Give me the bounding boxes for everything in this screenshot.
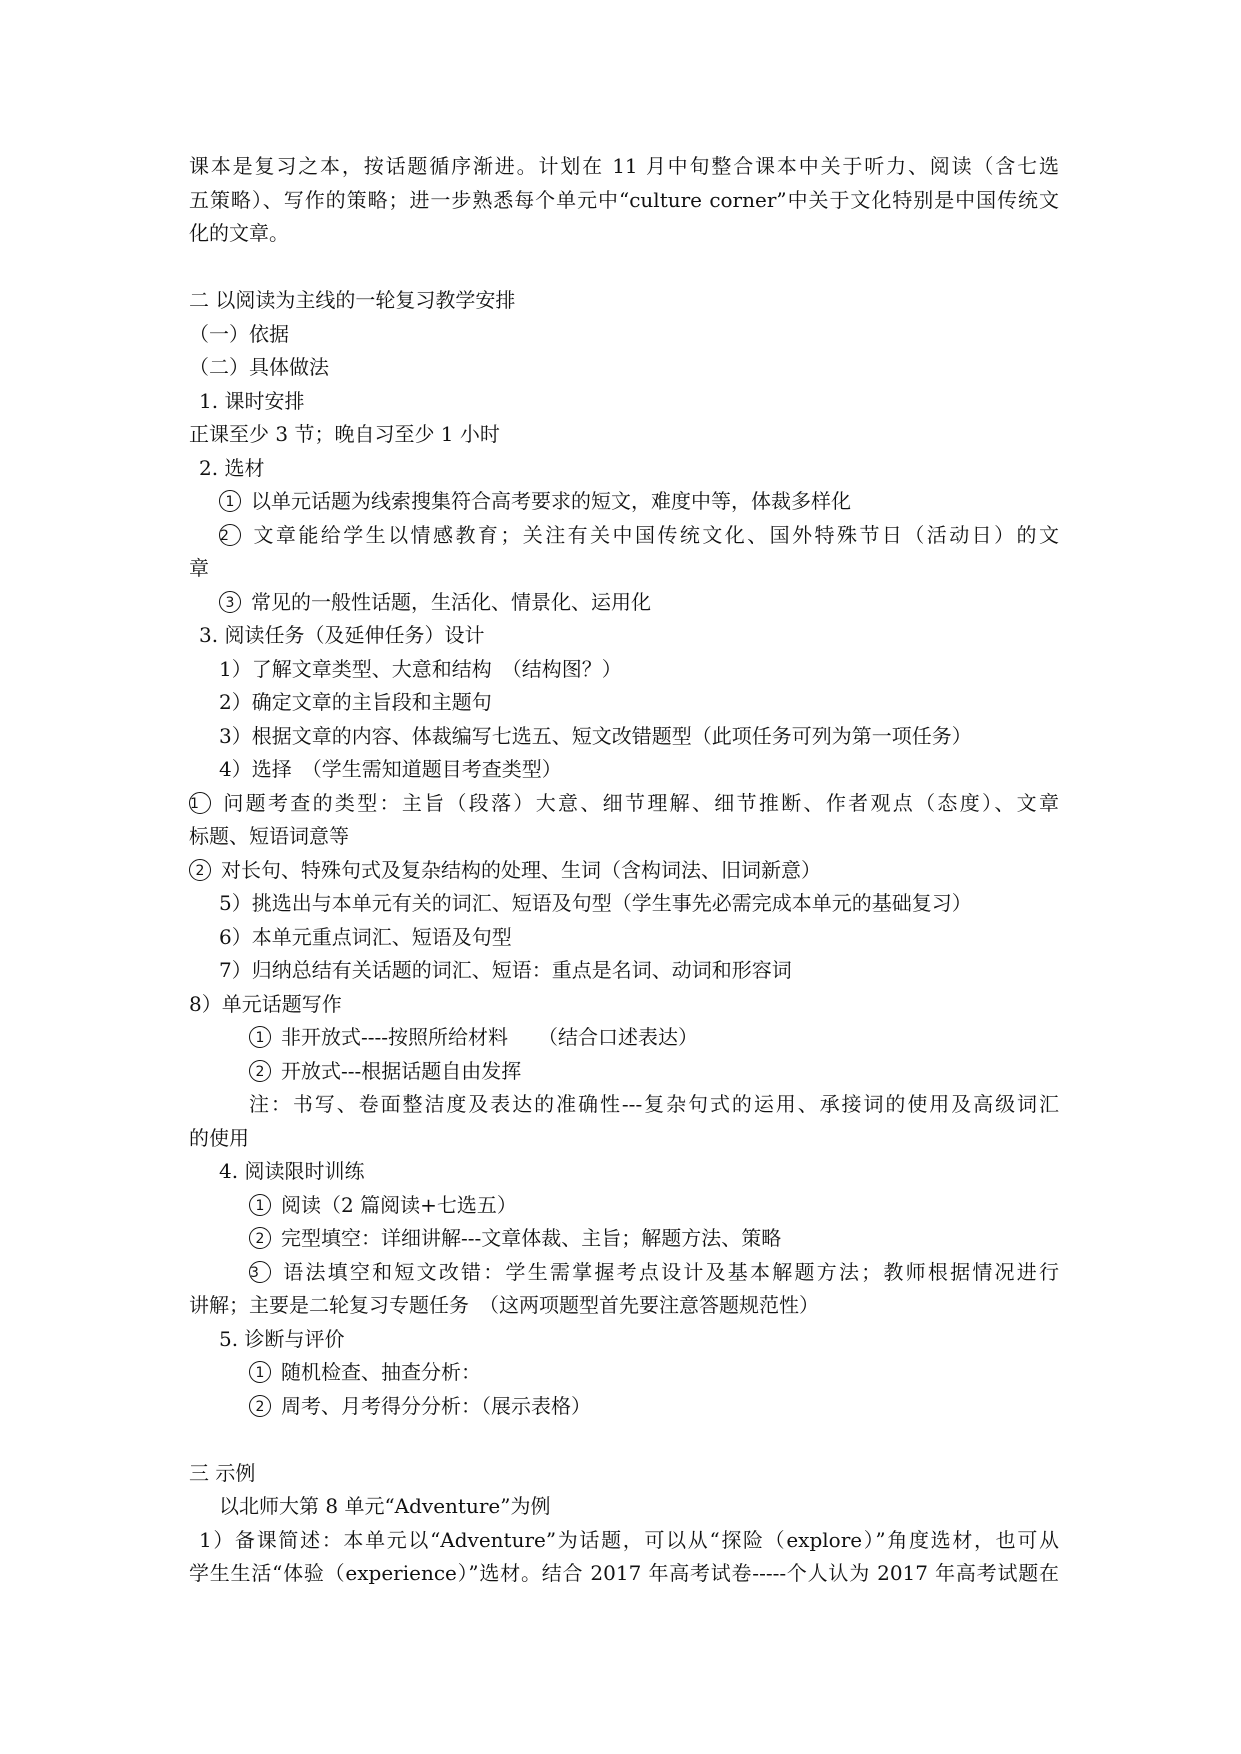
point-text: 问题考查的类型：主旨（段落）大意、细节理解、细节推断、作者观点（态度）、文章 — [221, 790, 1059, 815]
subsection-basis: （一）依据 — [189, 321, 289, 346]
document-page — [189, 150, 1059, 1591]
point-text: 非开放式----按照所给材料 （结合口述表达） — [281, 1025, 699, 1049]
intro-line-1: 课本是复习之本，按话题循序渐进。计划在 11 月中旬整合课本中关于听力、阅读（含七选 — [189, 154, 1059, 178]
item-1-text: 正课至少 3 节；晚自习至少 1 小时 — [189, 422, 500, 446]
material-point-2-cont: 章 — [189, 556, 209, 580]
circled-number: 2 — [249, 1227, 271, 1249]
section-3-title: 三 示例 — [189, 1460, 256, 1485]
task-6: 6）本单元重点词汇、短语及句型 — [219, 924, 512, 949]
point-text: 以单元话题为线索搜集符合高考要求的短文，难度中等，体裁多样化 — [251, 489, 851, 513]
item-1-title: 1. 课时安排 — [199, 388, 305, 413]
circled-number: 1 — [249, 1194, 271, 1216]
circled-number: 3 — [219, 591, 241, 613]
task-4: 4）选择 （学生需知道题目考查类型） — [219, 757, 562, 781]
intro-line-2: 五策略）、写作的策略；进一步熟悉每个单元中“culture corner”中关于文化特别是中国传统文 — [189, 187, 1059, 212]
circled-number: 3 — [249, 1261, 271, 1283]
point-text: 文章能给学生以情感教育；关注有关中国传统文化、国外特殊节日（活动日）的文 — [251, 522, 1059, 547]
task-5: 5）挑选出与本单元有关的词汇、短语及句型（学生事先必需完成本单元的基础复习） — [219, 891, 972, 915]
task-1: 1）了解文章类型、大意和结构 （结构图？） — [219, 656, 622, 681]
section-2-title: 二 以阅读为主线的一轮复习教学安排 — [189, 288, 516, 312]
material-point-3 — [189, 586, 1059, 620]
training-point-3 — [189, 1256, 1059, 1290]
intro-line-3: 化的文章。 — [189, 221, 289, 245]
choice-point-1-cont: 标题、短语词意等 — [189, 824, 349, 848]
point-text: 常见的一般性话题，生活化、情景化、运用化 — [251, 589, 651, 614]
circled-number: 2 — [249, 1060, 271, 1082]
circled-number: 1 — [249, 1026, 271, 1048]
circled-number: 2 — [249, 1395, 271, 1417]
writing-point-1 — [189, 1021, 1059, 1055]
task-2: 2）确定文章的主旨段和主题句 — [219, 690, 492, 714]
task-3: 3）根据文章的内容、体裁编写七选五、短文改错题型（此项任务可列为第一项任务） — [219, 723, 972, 748]
material-point-1 — [189, 485, 1059, 519]
circled-number: 2 — [189, 859, 211, 881]
spacer — [189, 1423, 1059, 1457]
task-7: 7）归纳总结有关话题的词汇、短语：重点是名词、动词和形容词 — [219, 958, 792, 982]
evaluation-point-1 — [189, 1356, 1059, 1390]
point-text: 开放式---根据话题自由发挥 — [281, 1058, 522, 1083]
circled-number: 1 — [219, 490, 241, 512]
writing-note: 注：书写、卷面整洁度及表达的准确性---复杂句式的运用、承接词的使用及高级词汇 — [249, 1092, 1059, 1116]
point-text: 阅读（2 篇阅读+七选五） — [281, 1192, 517, 1217]
material-point-2 — [189, 519, 1059, 553]
training-point-2 — [189, 1222, 1059, 1256]
circled-number: 1 — [249, 1361, 271, 1383]
circled-number: 2 — [219, 524, 241, 546]
circled-number: 1 — [189, 792, 211, 814]
evaluation-point-2 — [189, 1390, 1059, 1424]
writing-note-cont: 的使用 — [189, 1125, 249, 1150]
training-point-3-cont: 讲解；主要是二轮复习专题任务 （这两项题型首先要注意答题规范性） — [189, 1293, 819, 1317]
choice-point-1 — [189, 787, 1059, 821]
example-intro: 以北师大第 8 单元“Adventure”为例 — [219, 1494, 551, 1518]
writing-point-2 — [189, 1055, 1059, 1089]
training-point-1 — [189, 1189, 1059, 1223]
point-text: 完型填空：详细讲解---文章体裁、主旨；解题方法、策略 — [281, 1226, 782, 1250]
point-text: 语法填空和短文改错：学生需掌握考点设计及基本解题方法；教师根据情况进行 — [281, 1259, 1059, 1284]
point-text: 周考、月考得分分析：（展示表格） — [281, 1393, 591, 1418]
item-5-title: 5. 诊断与评价 — [219, 1326, 345, 1351]
item-2-title: 2. 选材 — [199, 455, 265, 480]
spacer — [189, 251, 1059, 285]
point-text: 随机检查、抽查分析： — [281, 1360, 481, 1384]
choice-point-2 — [189, 854, 1059, 888]
item-4-title: 4. 阅读限时训练 — [219, 1159, 365, 1183]
point-text: 对长句、特殊句式及复杂结构的处理、生词（含构词法、旧词新意） — [221, 857, 821, 882]
item-3-title: 3. 阅读任务（及延伸任务）设计 — [199, 623, 485, 647]
lesson-summary-line-2: 学生生活“体验（experience）”选材。结合 2017 年高考试卷-----个人认为 2017 年高考试题在 — [189, 1561, 1059, 1585]
task-8-title: 8）单元话题写作 — [189, 991, 342, 1016]
lesson-summary-line-1: 1）备课简述：本单元以“Adventure”为话题，可以从“探险（explore）”角度选材，也可从 — [199, 1527, 1059, 1552]
subsection-method: （二）具体做法 — [189, 355, 329, 379]
